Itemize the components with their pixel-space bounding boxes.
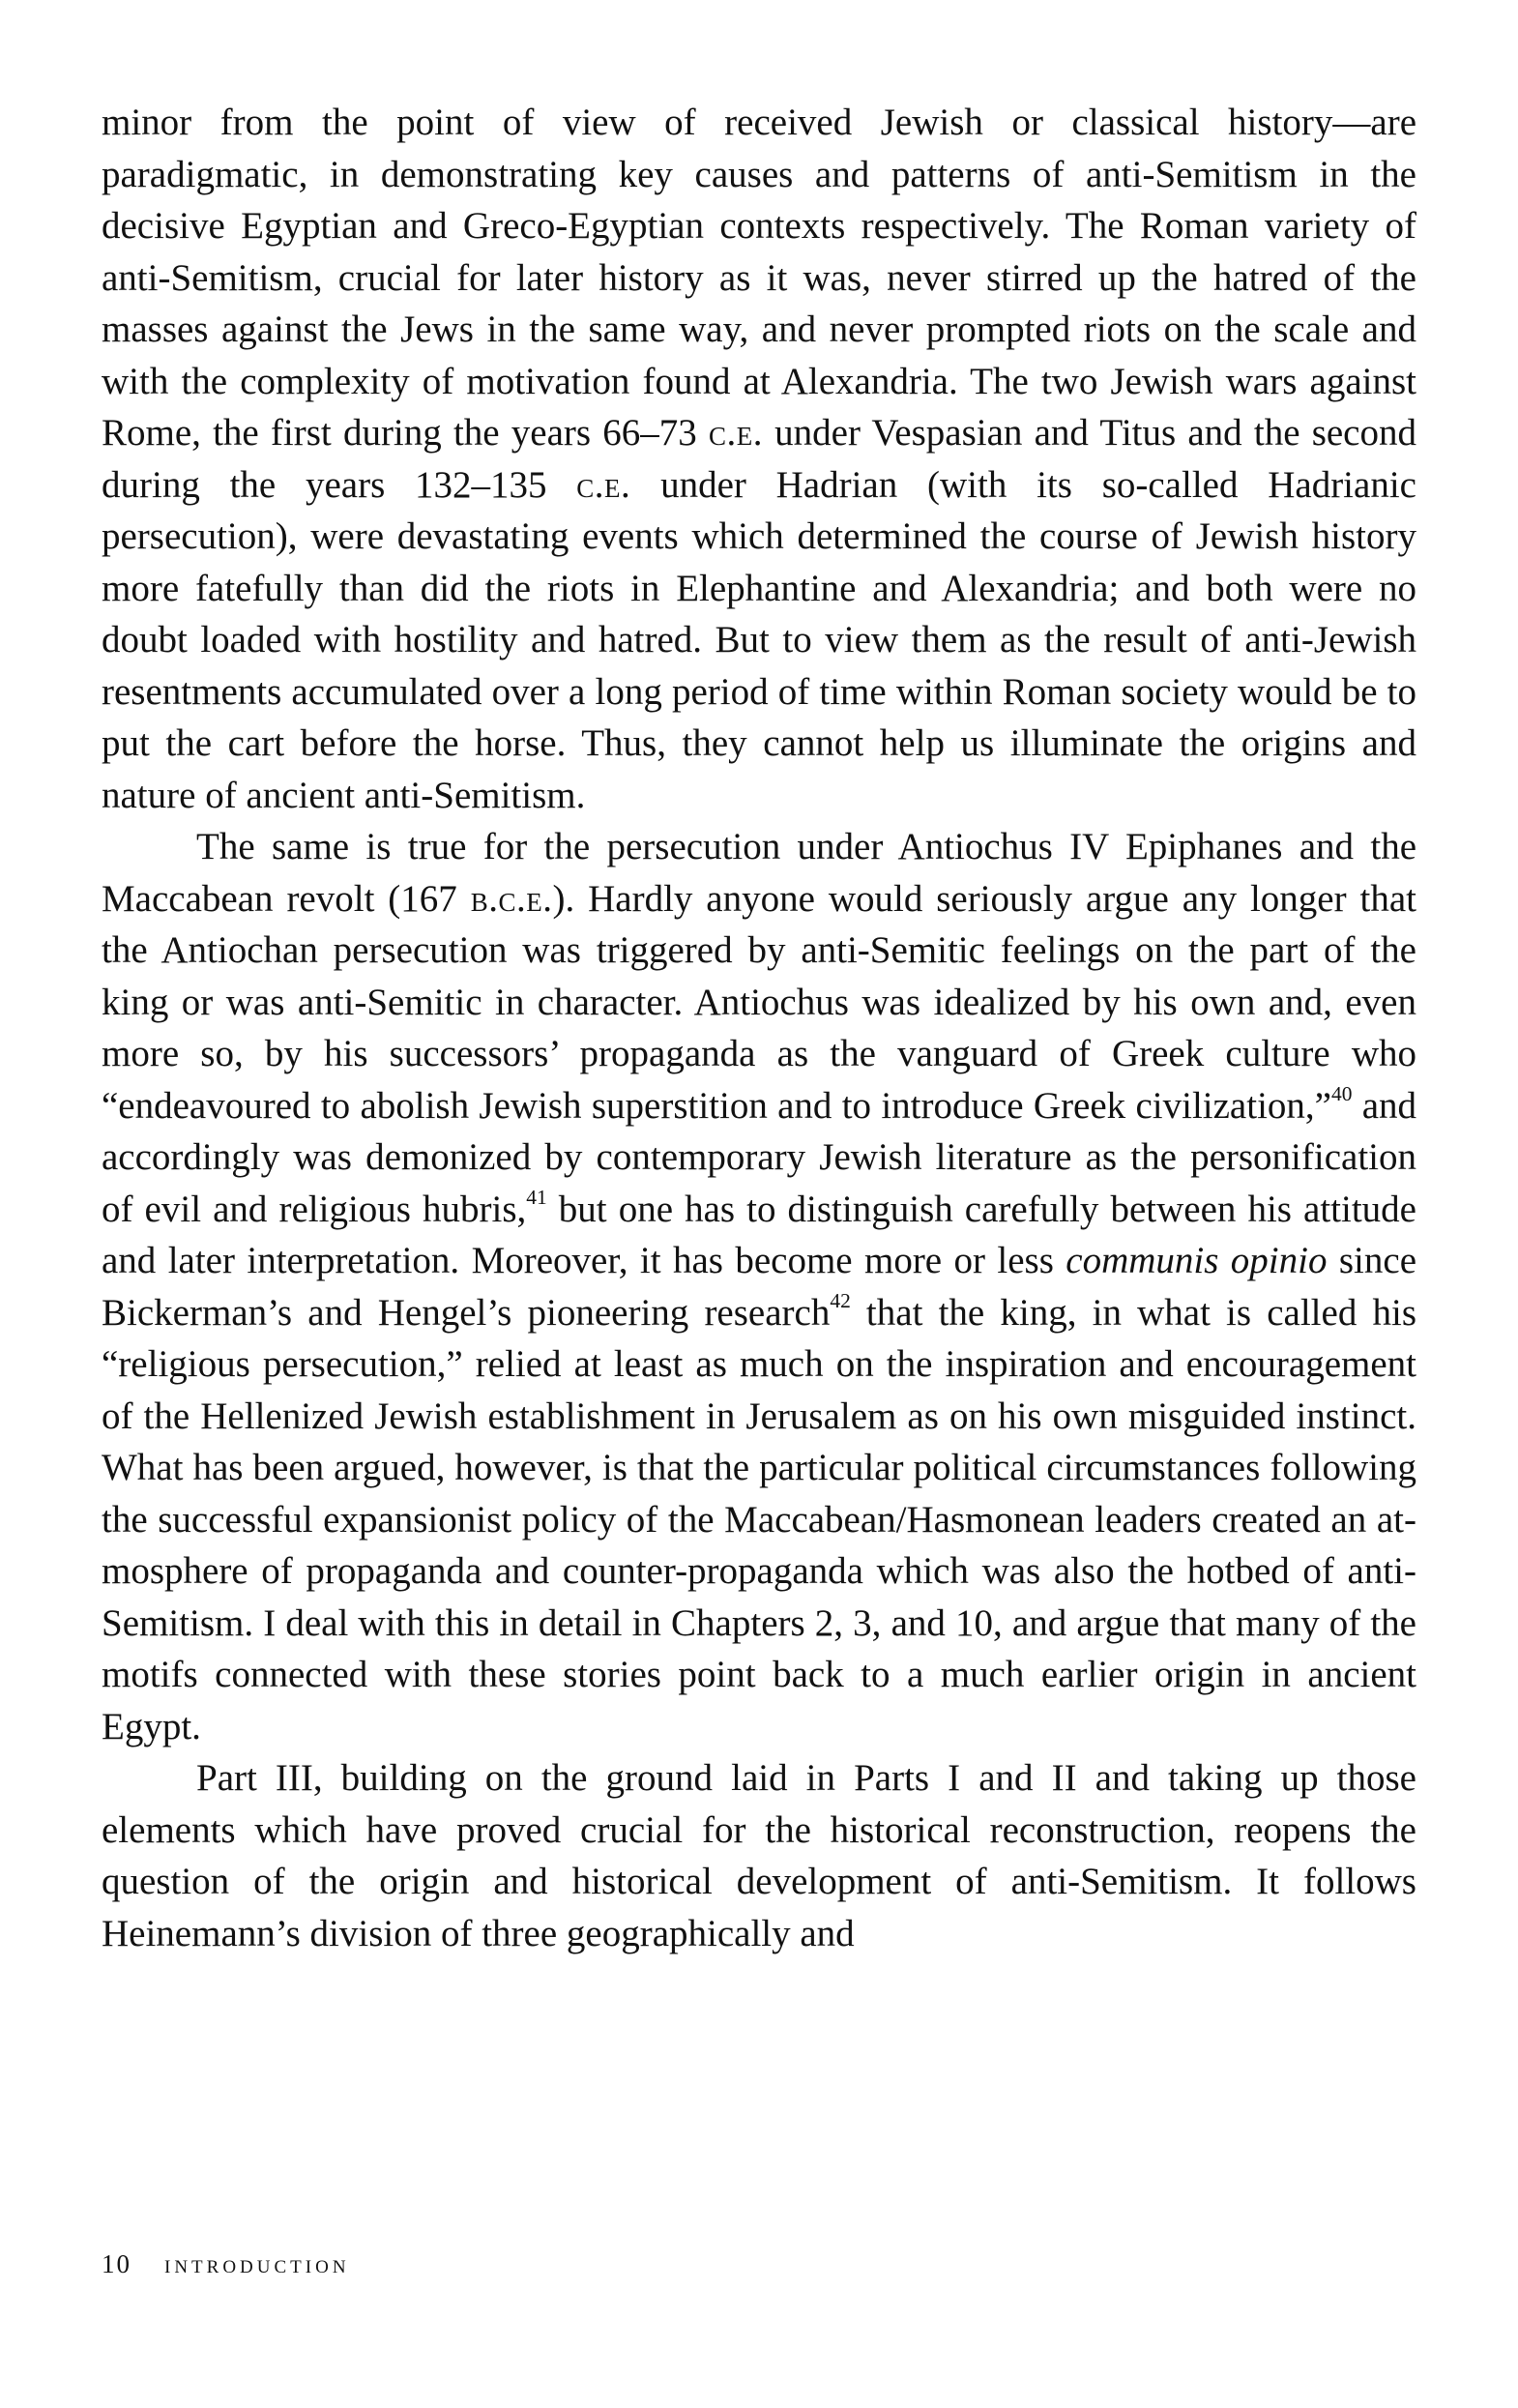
page-body: [102, 97, 1416, 1959]
page-footer: [102, 2249, 350, 2279]
running-head: introduction: [164, 2249, 350, 2278]
era-abbrev: b.c.e.: [470, 877, 553, 920]
footnote-ref-42: 42: [830, 1288, 851, 1312]
p2-text-e: since Bickerman’s and Hengel’s pioneering research: [102, 1240, 1416, 1334]
p2-text-d: but one has to distinguish carefully between his attitude and later interpretation. Moreover, it has become more or less: [102, 1188, 1416, 1281]
paragraph-3: [102, 1752, 1416, 1959]
era-abbrev: c.e.: [576, 463, 631, 506]
p2-text-a: The same is true for the persecution under Antiochus IV Epiphanes and the Maccabean revolt (167: [102, 826, 1416, 920]
paragraph-2: [102, 821, 1416, 1752]
footnote-ref-41: 41: [526, 1185, 547, 1209]
paragraph-1: [102, 97, 1416, 821]
p2-text-c: and accordingly was demonized by contemporary Jewish literature as the personification of evil and religious hubris,: [102, 1084, 1417, 1230]
footnote-ref-40: 40: [1330, 1081, 1353, 1105]
p3-text-a: Part III, building on the ground laid in Parts I and II and taking up those elements which have proved crucial for the historical reconstruction, reopens the question of the origin and historical development of anti-Semitism. It follows Heinemann’s division of three geographically and: [102, 1757, 1416, 1954]
p1-text-b: under Vespasian and Titus and the second during the years 132–135: [102, 412, 1416, 506]
p1-text-c: under Hadrian (with its so-called Hadrianic persecution), were devastating events which determined the course of Jewish history more fatefully than did the riots in Elephantine and Alexandria; and both were no doubt loaded with hostility and hatred. But to view them as the result of anti-Jewish resentments accumulated over a long period of time within Roman society would be to put the cart before the horse. Thus, they cannot help us illuminate the origins and nature of ancient anti-Semitism.: [102, 463, 1416, 816]
italic-phrase: communis opinio: [1066, 1240, 1328, 1281]
page-number: 10: [102, 2249, 131, 2278]
era-abbrev: c.e.: [708, 412, 763, 454]
p2-text-b: ). Hardly anyone would seriously argue any longer that the Antiochan persecution was triggered by anti-Semitic feelings on the part of the king or was anti-Semitic in character. Antiochus was idealized by his own and, even more so, by his successors’ propaganda as the vanguard of Greek culture who “endeavoured to abolish Jewish superstition and to introduce Greek civilization,”: [102, 877, 1416, 1127]
p2-text-f: that the king, in what is called his “religious persecution,” relied at least as much on the inspiration and encouragement of the Hellenized Jewish establishment in Jerusalem as on his own misguided instinct. What has been argued, however, is that the particular political circumstances following the successful expansionist policy of the Maccabean/Hasmonean leaders created an atmosphere of propaganda and counter-propaganda which was also the hotbed of anti-Semitism. I deal with this in detail in Chapters 2, 3, and 10, and argue that many of the motifs connected with these stories point back to a much earlier origin in ancient Egypt.: [102, 1291, 1416, 1747]
p1-text-a: minor from the point of view of received Jewish or classical history—are paradigmatic, in demonstrating key causes and patterns of anti-Semitism in the decisive Egyptian and Greco-Egyptian contexts respectively. The Roman variety of anti-Semitism, crucial for later history as it was, never stirred up the hatred of the masses against the Jews in the same way, and never prompted riots on the scale and with the complexity of motivation found at Alexandria. The two Jewish wars against Rome, the first during the years 66–73: [102, 102, 1416, 454]
